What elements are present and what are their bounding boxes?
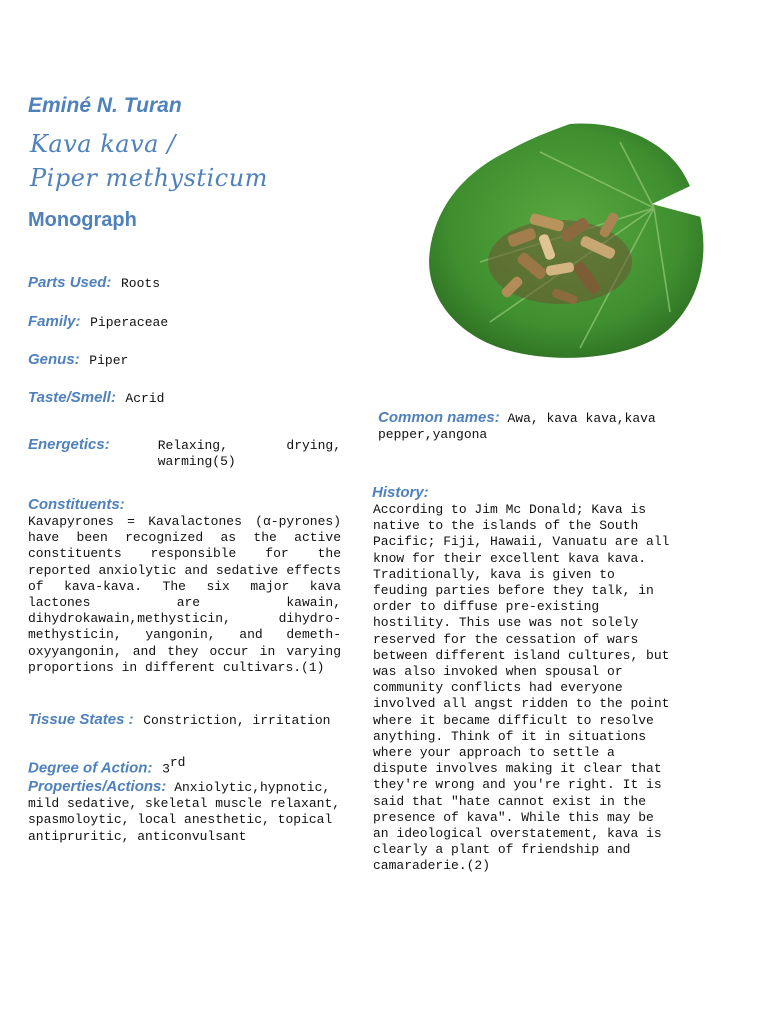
taste-smell-value: Acrid	[125, 391, 165, 406]
genus-row	[28, 351, 128, 369]
degree-of-action-row	[28, 755, 185, 777]
taste-smell-label: Taste/Smell:	[28, 389, 116, 406]
parts-used-value: Roots	[120, 276, 160, 291]
common-names-block	[378, 410, 678, 443]
degree-of-action-value: 3	[162, 761, 170, 777]
energetics-value: Relaxing, drying, warming(5)	[157, 438, 341, 470]
title-common-name: Kava kava /	[30, 130, 176, 158]
degree-of-action-superscript: rd	[169, 755, 186, 770]
author-name: Eminé N. Turan	[28, 94, 182, 117]
properties-block	[28, 779, 358, 845]
common-names-value: Awa, kava kava,kava pepper,yangona	[378, 411, 656, 443]
properties-label: Properties/Actions:	[28, 778, 167, 795]
common-names-label: Common names:	[378, 409, 500, 426]
parts-used-label: Parts Used:	[28, 274, 112, 291]
properties-value: Anxiolytic,hypnotic, mild sedative, skeletal muscle relaxant, spasmoloytic, local anesthetic, topical antipruritic, anticonvulsant	[28, 780, 341, 844]
tissue-states-row	[28, 711, 330, 729]
tissue-states-label: Tissue States :	[28, 711, 134, 728]
family-label: Family:	[28, 313, 81, 330]
kava-root-photo	[420, 112, 720, 368]
history-text: According to Jim Mc Donald; Kava is native to the islands of the South Pacific; Fiji, Hawaii, Vanuatu are all know for their excellent kava kava. Traditionally, kava is given to feuding parties before they talk, in order to diffuse pre-existing hostility. This use was not solely reserved for the cessation of wars between different island cultures, but was also invoked when spousal or community conflicts had everyone involved all angst ridden to the point where it became difficult to resolve anything. Think of it in situations where your approach to settle a dispute involves making it clear that they're wrong and you're right. It is said that "hate cannot exist in the presence of kava". While this may be an ideological overstatement, kava is clearly a plant of friendship and camaraderie.(2)	[373, 502, 670, 874]
history-label: History:	[372, 484, 429, 501]
parts-used-row	[28, 274, 160, 292]
genus-label: Genus:	[28, 351, 80, 368]
degree-of-action-label: Degree of Action:	[28, 759, 153, 777]
document-subtitle: Monograph	[28, 209, 137, 231]
title-botanical-name: Piper methysticum	[30, 164, 268, 192]
constituents-label: Constituents:	[28, 496, 125, 513]
taste-smell-row	[28, 389, 164, 407]
family-row	[28, 313, 168, 331]
energetics-block	[28, 436, 341, 470]
family-value: Piperaceae	[90, 315, 169, 330]
genus-value: Piper	[89, 353, 129, 368]
tissue-states-value: Constriction, irritation	[143, 713, 331, 728]
energetics-label: Energetics:	[28, 436, 110, 453]
leaf-root-illustration	[420, 112, 720, 368]
constituents-text: Kavapyrones = Kavalactones (α-pyrones) have been recognized as the active constituents responsible for the reported anxiolytic and sedative effects of kava-kava. The six major kava lactones are kawain, dihydrokawain,methysticin, dihydro-methysticin, yangonin, and demeth-oxyyangonin, and they occur in varying proportions in different cultivars.(1)	[28, 514, 341, 675]
